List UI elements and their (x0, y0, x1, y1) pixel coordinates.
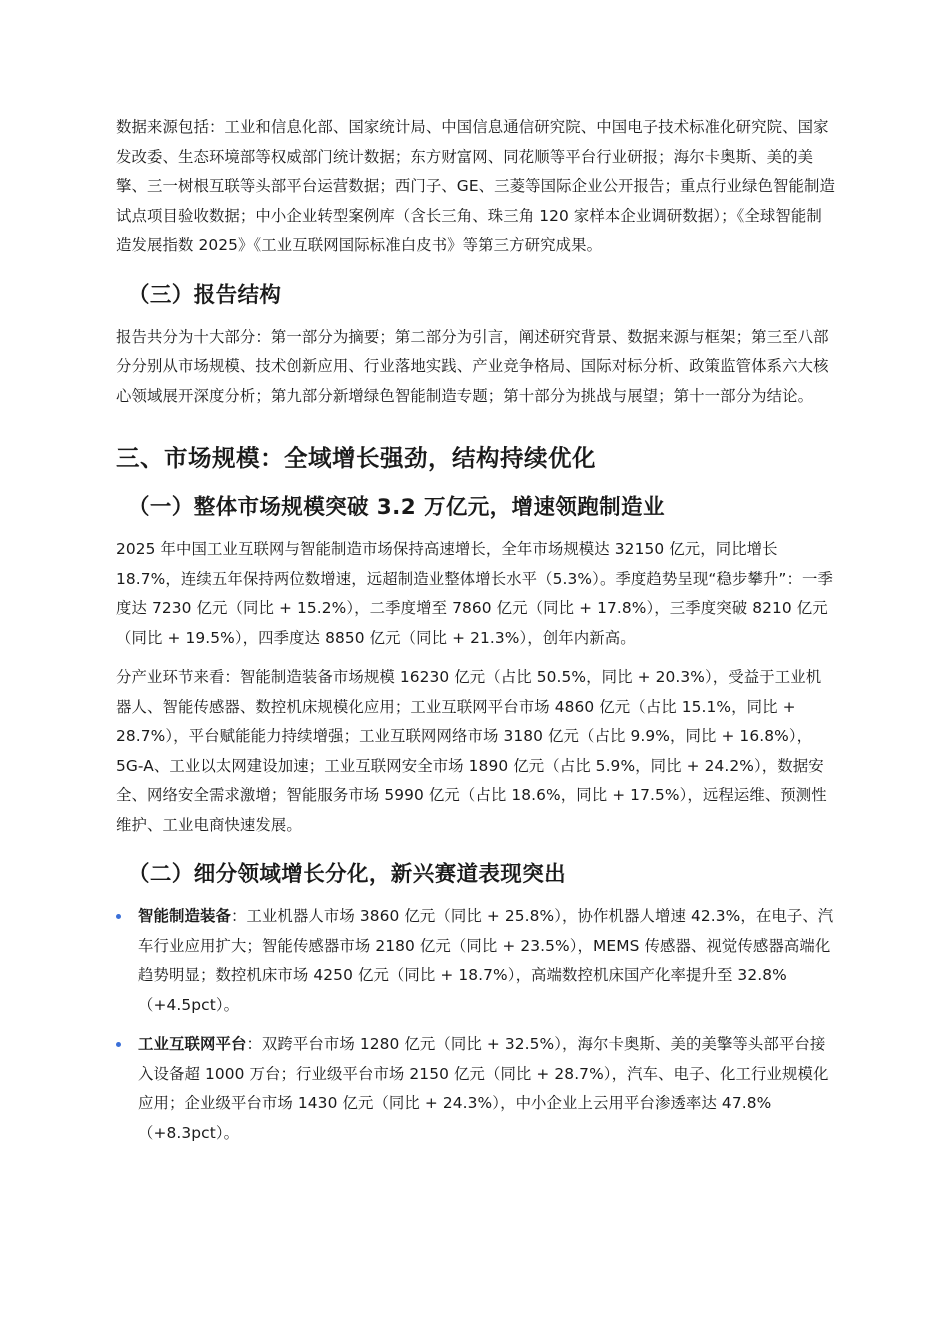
bullet-title: 智能制造装备 (138, 907, 231, 925)
bullet-text: ：工业机器人市场 3860 亿元（同比 + 25.8%），协作机器人增速 42.3%，在电子、汽车行业应用扩大；智能传感器市场 2180 亿元（同比 + 23.5%），MEMS 传感器、视觉传感器高端化趋势明显；数控机床市场 4250 亿元（同比 + 18.7%），高端数控机床国产化率提升至 32.8%（+4.5pct）。 (138, 907, 834, 1014)
section-heading-overall-market: （一）整体市场规模突破 3.2 万亿元，增速领跑制造业 (128, 495, 665, 520)
bullet-text: ：双跨平台市场 1280 亿元（同比 + 32.5%），海尔卡奥斯、美的美擎等头部平台接入设备超 1000 万台；行业级平台市场 2150 亿元（同比 + 28.7%），汽车、电子、化工行业规模化应用；企业级平台市场 1430 亿元（同比 + 24.3%），中小企业上云用平台渗透率达 47.8%（+8.3pct）。 (138, 1035, 829, 1142)
bullet-dot-icon (116, 1042, 121, 1047)
subsector-bullet-list (116, 902, 836, 1148)
page-content (116, 113, 836, 1158)
bullet-dot-icon (116, 914, 121, 919)
overall-market-paragraph: 2025 年中国工业互联网与智能制造市场保持高速增长，全年市场规模达 32150 亿元，同比增长 18.7%，连续五年保持两位数增速，远超制造业整体增长水平（5.3%）。季度趋势呈现“稳步攀升”：一季度达 7230 亿元（同比 + 15.2%），二季度增至 7860 亿元（同比 + 17.8%），三季度突破 8210 亿元（同比 + 19.5%），四季度达 8850 亿元（同比 + 21.3%），创年内新高。 (116, 540, 833, 647)
bullet-title: 工业互联网平台 (138, 1035, 247, 1053)
industry-segment-paragraph: 分产业环节来看：智能制造装备市场规模 16230 亿元（占比 50.5%，同比 + 20.3%），受益于工业机器人、智能传感器、数控机床规模化应用；工业互联网平台市场 4860 亿元（占比 15.1%，同比 + 28.7%），平台赋能能力持续增强；工业互联网网络市场 3180 亿元（占比 9.9%，同比 + 16.8%），5G-A、工业以太网建设加速；工业互联网安全市场 1890 亿元（占比 5.9%，同比 + 24.2%），数据安全、网络安全需求激增；智能服务市场 5990 亿元（占比 18.6%，同比 + 17.5%），远程运维、预测性维护、工业电商快速发展。 (116, 668, 827, 834)
list-item (116, 1030, 836, 1148)
report-structure-paragraph: 报告共分为十大部分：第一部分为摘要；第二部分为引言，阐述研究背景、数据来源与框架；第三至八部分分别从市场规模、技术创新应用、行业落地实践、产业竞争格局、国际对标分析、政策监管体系六大核心领域展开深度分析；第九部分新增绿色智能制造专题；第十部分为挑战与展望；第十一部分为结论。 (116, 327, 829, 405)
bullet-paragraph (138, 1030, 836, 1148)
list-item (116, 902, 836, 1020)
chapter-heading-market-scale: 三、市场规模：全域增长强劲，结构持续优化 (116, 444, 596, 472)
data-sources-paragraph: 数据来源包括：工业和信息化部、国家统计局、中国信息通信研究院、中国电子技术标准化研究院、国家发改委、生态环境部等权威部门统计数据；东方财富网、同花顺等平台行业研报；海尔卡奥斯、美的美擎、三一树根互联等头部平台运营数据；西门子、GE、三菱等国际企业公开报告；重点行业绿色智能制造试点项目验收数据；中小企业转型案例库（含长三角、珠三角 120 家样本企业调研数据）；《全球智能制造发展指数 2025》《工业互联网国际标准白皮书》等第三方研究成果。 (116, 118, 835, 254)
report-structure-heading: （三）报告结构 (128, 282, 282, 308)
bullet-paragraph (138, 902, 836, 1020)
section-heading-subsectors: （二）细分领域增长分化，新兴赛道表现突出 (128, 862, 567, 887)
